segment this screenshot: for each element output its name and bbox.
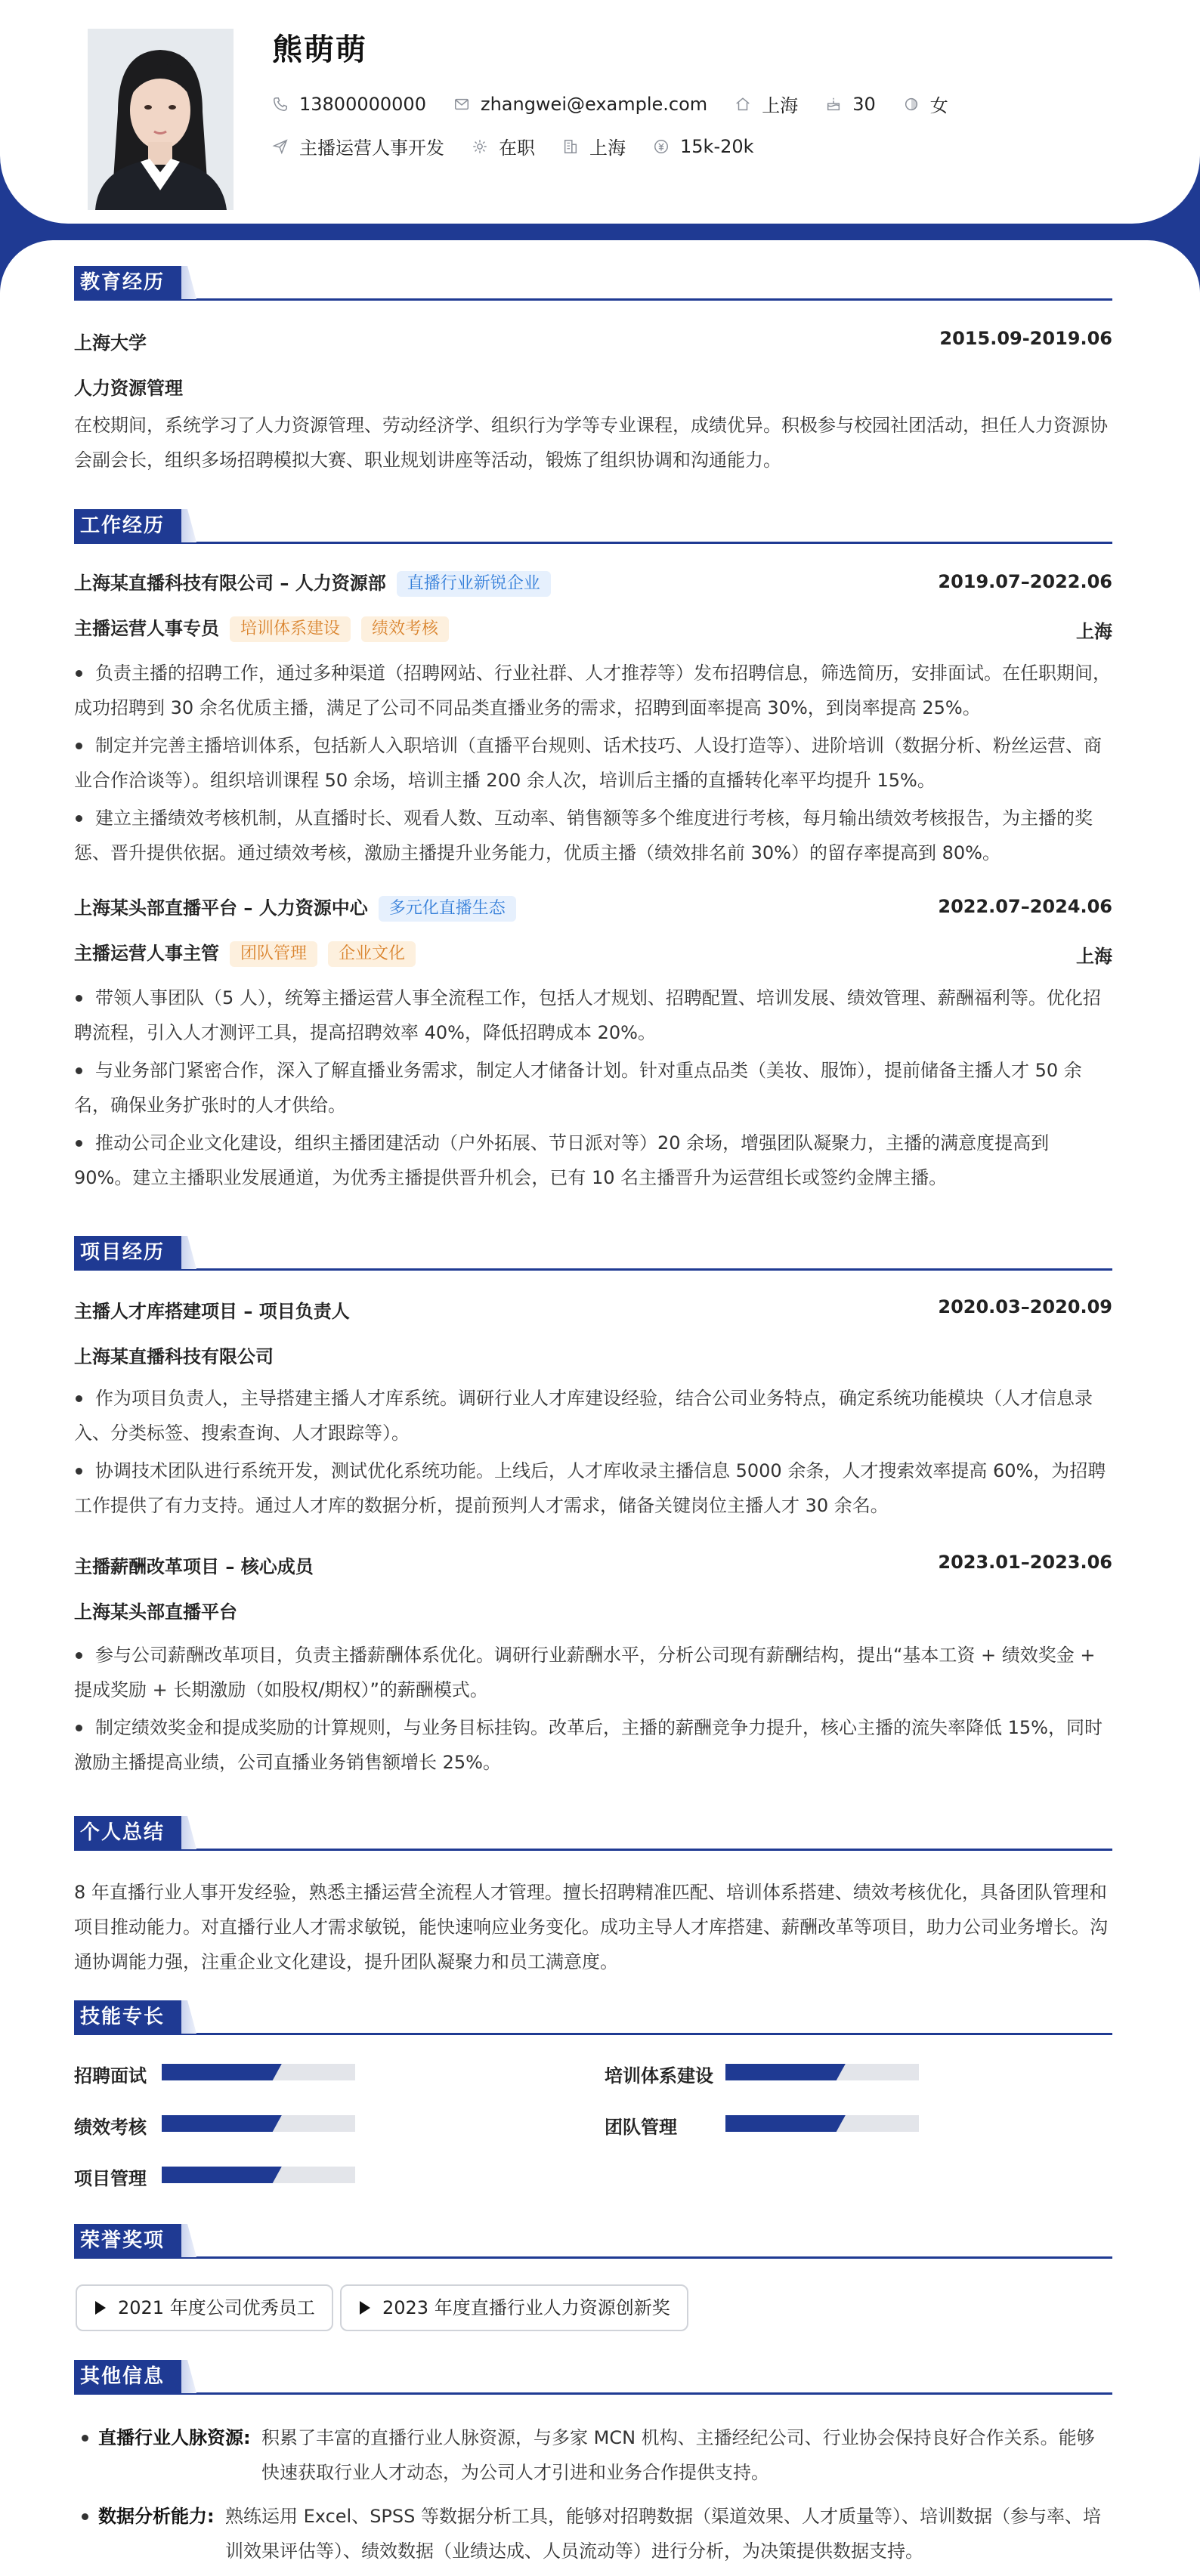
phone-item xyxy=(272,94,426,115)
list-item: 参与公司薪酬改革项目，负责主播薪酬体系优化。调研行业薪酬水平，分析公司现有薪酬结构，提出“基本工资 + 绩效奖金 + 提成奖励 + 长期激励（如股权/期权）”的薪酬模式。 xyxy=(74,1638,1112,1707)
skill-bar-fill xyxy=(725,2064,846,2080)
target-city-item xyxy=(562,133,626,159)
skill-name: 招聘面试 xyxy=(74,2065,147,2086)
role-tag: 培训体系建设 xyxy=(230,616,351,642)
skill-name: 绩效考核 xyxy=(74,2117,147,2138)
work-location: 上海 xyxy=(1076,621,1112,642)
status-item xyxy=(472,133,535,159)
text-line: 训效果评估等）、绩效数据（业绩达成、人员流动等）进行分析，为决策提供数据支持。 xyxy=(225,2540,923,2562)
city-item xyxy=(735,91,798,117)
section-projects-title xyxy=(74,1236,1112,1271)
summary-text: 8 年直播行业人事开发经验，熟悉主播运营全流程人才管理。擅长招聘精准匹配、培训体系搭建、绩效考核优化，具备团队管理和项目推动能力。对直播行业人才需求敏锐，能快速响应业务变化。成功主导人才库搭建、薪酬改革等项目，助力公司业务增长。沟通协调能力强，注重企业文化建设，提升团队凝聚力和员工满意度。 xyxy=(74,1882,1108,1972)
list-item: 协调技术团队进行系统开发，测试优化系统功能。上线后，人才库收录主播信息 5000 余条，人才搜索效率提高 60%，为招聘工作提供了有力支持。通过人才库的数据分析，提前预判人才需求，储备关键岗位主播人才 30 余名。 xyxy=(74,1453,1112,1523)
play-icon xyxy=(95,2301,106,2315)
age-item xyxy=(825,94,876,115)
section-work-title xyxy=(74,509,1112,544)
list-item: 作为项目负责人，主导搭建主播人才库系统。调研行业人才库建设经验，结合公司业务特点，确定系统功能模块（人才信息录入、分类标签、搜索查询、人才跟踪等）。 xyxy=(74,1381,1112,1450)
project-title: 主播人才库搭建项目 – 项目负责人 xyxy=(74,1301,350,1322)
skill-bar-fill xyxy=(162,2167,282,2183)
list-item: 负责主播的招聘工作，通过多种渠道（招聘网站、行业社群、人才推荐等）发布招聘信息，筛选简历，安排面试。在任职期间，成功招聘到 30 余名优质主播，满足了公司不同品类直播业务的需求，招聘到面率提高 30%，到岗率提高 25%。 xyxy=(74,656,1112,725)
role-tag: 企业文化 xyxy=(328,941,416,967)
cake-icon xyxy=(825,96,842,113)
work-bullets xyxy=(74,981,1112,1198)
skill-name: 培训体系建设 xyxy=(605,2065,713,2086)
list-item: 推动公司企业文化建设，组织主播团建活动（户外拓展、节日派对等）20 余场，增强团队凝聚力，主播的满意度提高到 90%。建立主播职业发展通道，为优秀主播提供晋升机会，已有 10 名主播晋升为运营组长或签约金牌主播。 xyxy=(74,1126,1112,1195)
other-info-text xyxy=(225,2499,1115,2568)
job-intent-row xyxy=(272,133,781,159)
text-line: 熟练运用 Excel、SPSS 等数据分析工具，能够对招聘数据（渠道效果、人才质量等）、培训数据（参与率、培 xyxy=(225,2506,1102,2527)
major-name: 人力资源管理 xyxy=(74,378,183,399)
work-period: 2019.07–2022.06 xyxy=(938,571,1112,592)
target-city-text: 上海 xyxy=(589,137,626,159)
skill-bar-fill xyxy=(162,2064,282,2080)
building-icon xyxy=(562,138,579,155)
play-icon xyxy=(360,2301,370,2315)
resume-header xyxy=(0,0,1200,224)
gender-item xyxy=(903,91,948,117)
skill-bar xyxy=(725,2115,919,2132)
money-icon xyxy=(653,138,670,155)
work-location: 上海 xyxy=(1076,946,1112,967)
skill-name: 项目管理 xyxy=(74,2168,147,2189)
home-icon xyxy=(735,96,751,113)
phone-icon xyxy=(272,96,289,113)
skill-name: 团队管理 xyxy=(605,2117,677,2138)
role-name: 主播运营人事专员 xyxy=(74,618,219,639)
project-org: 上海某直播科技有限公司 xyxy=(74,1346,274,1367)
mail-icon xyxy=(453,96,470,113)
project-title: 主播薪酬改革项目 – 核心成员 xyxy=(74,1556,314,1577)
email-text: zhangwei@example.com xyxy=(480,93,708,115)
skill-bar xyxy=(162,2167,355,2183)
project-bullets xyxy=(74,1381,1112,1526)
section-skills-title xyxy=(74,2000,1112,2035)
section-title-label: 技能专长 xyxy=(74,2000,181,2034)
company-name: 上海某直播科技有限公司 – 人力资源部 xyxy=(74,573,386,594)
other-info-text xyxy=(261,2420,1115,2490)
work-role xyxy=(74,613,449,642)
list-item: 带领人事团队（5 人），统筹主播运营人事全流程工作，包括人才规划、招聘配置、培训发展、绩效管理、薪酬福利等。优化招聘流程，引入人才测评工具，提高招聘效率 40%，降低招聘成本 20%。 xyxy=(74,981,1112,1050)
position-text: 主播运营人事开发 xyxy=(299,137,444,159)
role-tag: 绩效考核 xyxy=(361,616,449,642)
age-text: 30 xyxy=(852,93,876,115)
section-title-label: 其他信息 xyxy=(74,2360,181,2393)
company-tag: 多元化直播生态 xyxy=(379,896,516,922)
work-company xyxy=(74,568,551,597)
company-tag: 直播行业新锐企业 xyxy=(397,571,551,597)
gender-icon xyxy=(903,96,920,113)
skill-bar xyxy=(162,2064,355,2080)
other-info-label: 数据分析能力: xyxy=(98,2506,215,2527)
gender-text: 女 xyxy=(929,95,948,116)
work-bullets xyxy=(74,656,1112,873)
section-title-label: 荣誉奖项 xyxy=(74,2224,181,2257)
list-item: 与业务部门紧密合作，深入了解直播业务需求，制定人才储备计划。针对重点品类（美妆、服饰），提前储备主播人才 50 余名，确保业务扩张时的人才供给。 xyxy=(74,1053,1112,1123)
project-org: 上海某头部直播平台 xyxy=(74,1602,237,1623)
bullet-dot xyxy=(82,2513,88,2520)
email-item xyxy=(453,94,707,115)
section-title-label: 工作经历 xyxy=(74,509,181,542)
contact-row xyxy=(272,91,976,117)
resume-body xyxy=(0,240,1200,2576)
profile-photo xyxy=(88,29,234,210)
school-name: 上海大学 xyxy=(74,332,147,354)
work-role xyxy=(74,938,416,967)
settings-icon xyxy=(472,138,488,155)
bullet-dot xyxy=(82,2435,88,2442)
salary-item xyxy=(653,136,754,157)
section-title-label: 教育经历 xyxy=(74,266,181,299)
text-line: 快速获取行业人才动态，为公司人才引进和业务合作提供支持。 xyxy=(261,2462,769,2483)
skill-bar xyxy=(162,2115,355,2132)
candidate-name: 熊萌萌 xyxy=(272,32,367,67)
skill-bar xyxy=(725,2064,919,2080)
education-description: 在校期间，系统学习了人力资源管理、劳动经济学、组织行为学等专业课程，成绩优异。积极参与校园社团活动，担任人力资源协会副会长，组织多场招聘模拟大赛、职业规划讲座等活动，锻炼了组织协调和沟通能力。 xyxy=(74,415,1108,471)
section-education-title xyxy=(74,266,1112,301)
project-period: 2020.03–2020.09 xyxy=(938,1296,1112,1317)
project-bullets xyxy=(74,1638,1112,1783)
other-info-item xyxy=(74,2499,1112,2574)
skill-bar-fill xyxy=(725,2115,846,2132)
company-name: 上海某头部直播平台 – 人力资源中心 xyxy=(74,897,368,919)
section-title-label: 项目经历 xyxy=(74,1236,181,1269)
section-title-label: 个人总结 xyxy=(74,1816,181,1849)
section-summary-title xyxy=(74,1816,1112,1851)
work-period: 2022.07–2024.06 xyxy=(938,896,1112,917)
award-item xyxy=(340,2284,688,2331)
city-text: 上海 xyxy=(762,95,799,116)
list-item: 制定并完善主播培训体系，包括新人入职培训（直播平台规则、话术技巧、人设打造等）、进阶培训（数据分析、粉丝运营、商业合作洽谈等）。组织培训课程 50 余场，培训主播 200 余人次，培训后主播的直播转化率平均提升 15%。 xyxy=(74,728,1112,798)
role-name: 主播运营人事主管 xyxy=(74,943,219,964)
skill-bar-fill xyxy=(162,2115,282,2132)
text-line: 积累了丰富的直播行业人脉资源，与多家 MCN 机构、主播经纪公司、行业协会保持良好合作关系。能够 xyxy=(261,2427,1095,2448)
portrait-image xyxy=(88,29,234,210)
status-text: 在职 xyxy=(499,137,535,159)
other-info-label: 直播行业人脉资源: xyxy=(98,2427,251,2448)
education-period: 2015.09-2019.06 xyxy=(939,328,1112,349)
section-awards-title xyxy=(74,2224,1112,2259)
phone-text: 13800000000 xyxy=(299,93,426,115)
section-other-title xyxy=(74,2360,1112,2395)
award-item xyxy=(76,2284,333,2331)
project-period: 2023.01–2023.06 xyxy=(938,1552,1112,1573)
award-text: 2023 年度直播行业人力资源创新奖 xyxy=(382,2297,670,2318)
other-info-item xyxy=(74,2420,1112,2496)
role-tag: 团队管理 xyxy=(230,941,317,967)
award-text: 2021 年度公司优秀员工 xyxy=(118,2297,315,2318)
list-item: 制定绩效奖金和提成奖励的计算规则，与业务目标挂钩。改革后，主播的薪酬竞争力提升，核心主播的流失率降低 15%，同时激励主播提高业绩，公司直播业务销售额增长 25%。 xyxy=(74,1710,1112,1780)
salary-text: 15k-20k xyxy=(680,135,754,157)
position-item xyxy=(272,133,444,159)
list-item: 建立主播绩效考核机制，从直播时长、观看人数、互动率、销售额等多个维度进行考核，每月输出绩效考核报告，为主播的奖惩、晋升提供依据。通过绩效考核，激励主播提升业务能力，优质主播（绩效排名前 30%）的留存率提高到 80%。 xyxy=(74,801,1112,870)
work-company xyxy=(74,893,516,922)
send-icon xyxy=(272,138,289,155)
